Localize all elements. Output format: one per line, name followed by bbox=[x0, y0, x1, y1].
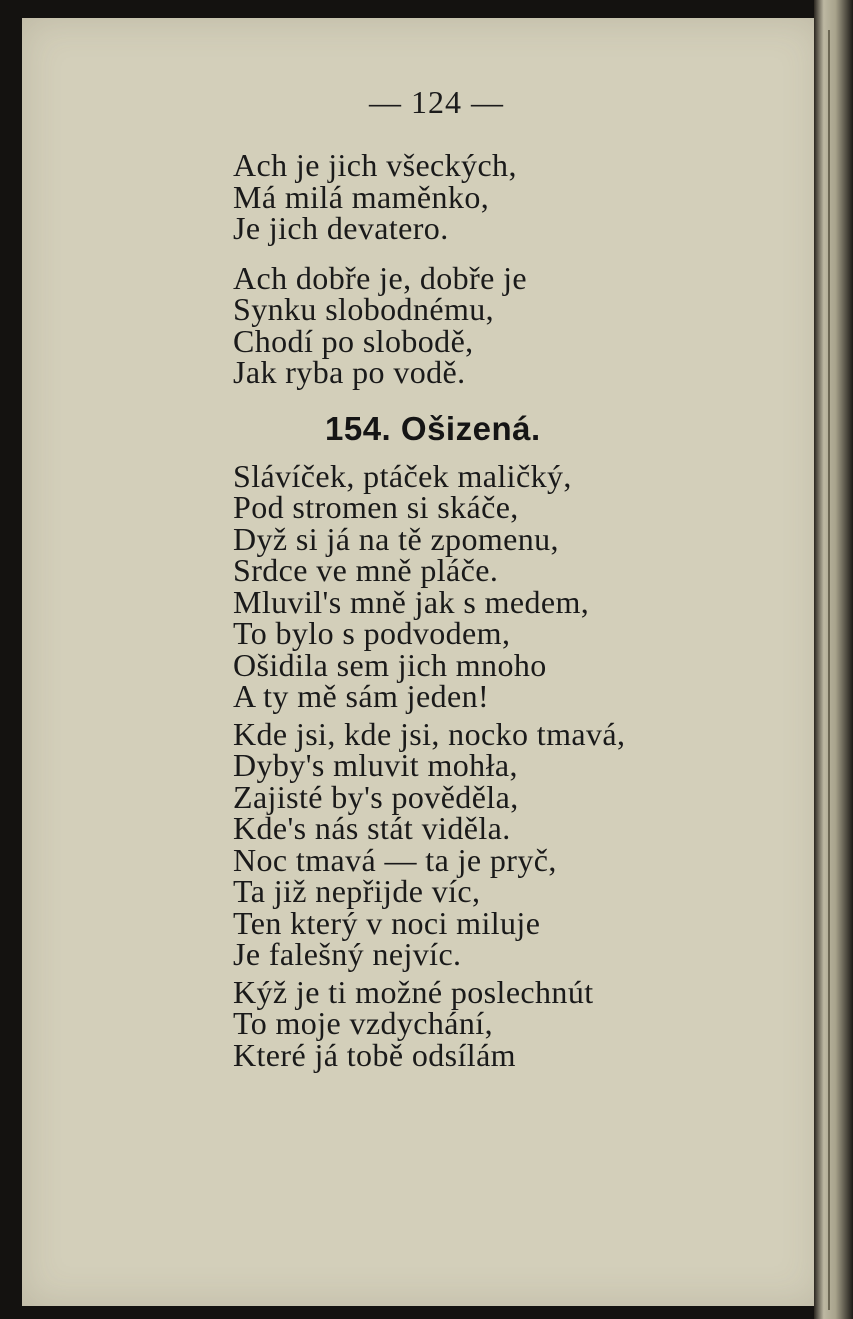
verse-line: Noc tmavá — ta je pryč, bbox=[233, 841, 557, 878]
spine-edge bbox=[828, 30, 830, 1310]
verse-line: To moje vzdychání, bbox=[233, 1005, 493, 1041]
verse-line: Je jich devatero. bbox=[233, 210, 449, 246]
song-stanza-3 bbox=[233, 973, 625, 1073]
verse-line: Slávíček, ptáček maličký, bbox=[233, 457, 572, 494]
verse-line: A ty mě sám jeden! bbox=[233, 678, 490, 714]
stanza-1 bbox=[233, 147, 625, 246]
verse-line: Má milá maměnko, bbox=[233, 178, 490, 215]
verse-line: Dyž si já na tě zpomenu, bbox=[233, 520, 559, 557]
verse-line: Kýž je ti možné poslechnút bbox=[233, 973, 594, 1010]
verse-line: Kde's nás stát viděla. bbox=[233, 810, 511, 846]
song-title: 154. Ošizená. bbox=[325, 409, 541, 447]
book-spine bbox=[814, 0, 853, 1319]
verse-line: Synku slobodnému, bbox=[233, 291, 495, 327]
verse-line: Dyby's mluvit mohła, bbox=[233, 747, 518, 783]
verse-line: Ta již nepřijde víc, bbox=[233, 873, 481, 909]
verse-line: Pod stromen si skáče, bbox=[233, 489, 519, 525]
page-text bbox=[233, 147, 626, 1073]
verse-line: Mluvil's mně jak s medem, bbox=[233, 583, 590, 620]
verse-line: Ach je jich všeckých, bbox=[233, 147, 517, 183]
verse-line: Kde jsi, kde jsi, nocko tmavá, bbox=[233, 715, 626, 752]
verse-line: Je falešný nejvíc. bbox=[233, 936, 462, 972]
verse-line: Ten který v noci miluje bbox=[233, 904, 541, 941]
verse-line: Ach dobře je, dobře je bbox=[233, 259, 528, 296]
verse-line: To bylo s podvodem, bbox=[233, 615, 511, 651]
stanza-2 bbox=[233, 259, 625, 390]
song-stanza-2 bbox=[233, 715, 626, 972]
song-stanza-1 bbox=[233, 457, 625, 714]
verse-line: Které já tobě odsílám bbox=[233, 1036, 516, 1073]
page-number: — 124 — bbox=[369, 84, 504, 120]
verse-line: Ošidila sem jich mnoho bbox=[233, 646, 547, 683]
verse-line: Srdce ve mně pláče. bbox=[233, 552, 499, 588]
verse-line: Zajisté by's pověděla, bbox=[233, 778, 519, 815]
verse-line: Jak ryba po vodě. bbox=[233, 354, 466, 390]
verse-line: Chodí po slobodě, bbox=[233, 322, 474, 359]
